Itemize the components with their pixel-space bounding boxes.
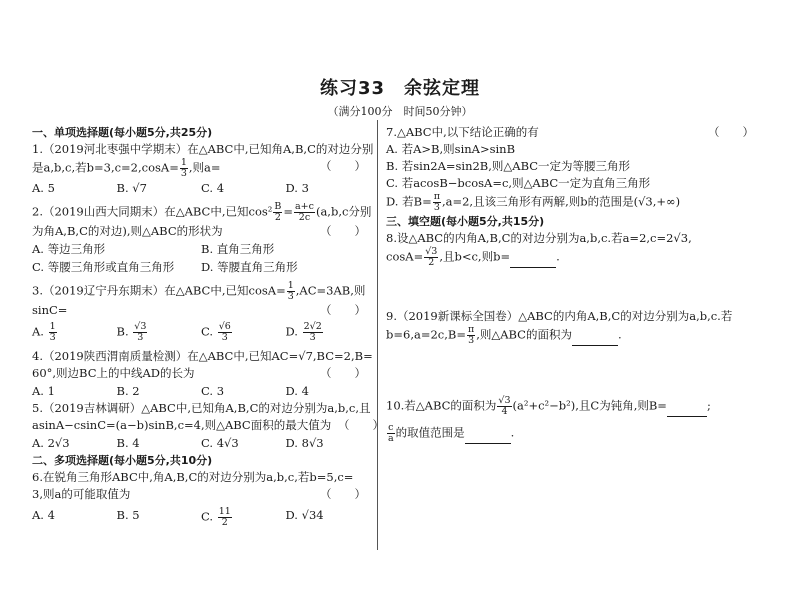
q4-line2 bbox=[32, 365, 370, 382]
q2-equals: = bbox=[283, 204, 294, 219]
q1-fraction bbox=[180, 158, 188, 179]
q5-options bbox=[32, 435, 370, 452]
q2-text-b: (a,b,c分别 bbox=[315, 204, 372, 219]
q8-line2 bbox=[386, 247, 758, 268]
q3-option-d-label: D. bbox=[285, 324, 298, 339]
q7-option-d-text-a: D. 若B= bbox=[386, 194, 432, 209]
q1-option-b: B. √7 bbox=[116, 181, 147, 195]
q2-fraction-1 bbox=[273, 202, 282, 223]
q10-line1-end: ; bbox=[706, 398, 711, 413]
right-column bbox=[386, 124, 758, 444]
q6-option-d: D. √34 bbox=[285, 508, 324, 522]
q5-option-d: D. 8√3 bbox=[285, 436, 324, 450]
q9-text-b: ,则△ABC的面积为 bbox=[476, 327, 572, 342]
q8-text-a: cosA= bbox=[386, 249, 424, 264]
q9-line1: 9.（2019新课标全国卷）△ABC的内角A,B,C的对边分别为a,b,c.若 bbox=[386, 309, 733, 323]
question-7 bbox=[386, 124, 758, 213]
q2-option-a: A. 等边三角形 bbox=[32, 242, 106, 256]
page-title: 练习33 余弦定理 bbox=[319, 78, 481, 99]
q4-text: 60°,则边BC上的中线AD的长为 bbox=[32, 366, 195, 380]
q5-text: asinA−csinC=(a−b)sinB,c=4,则△ABC面积的最大值为 bbox=[32, 418, 332, 432]
q3-option-a-frac bbox=[49, 322, 57, 343]
q7-option-d-num: π bbox=[433, 191, 440, 202]
q3-option-c bbox=[201, 322, 286, 343]
q5-answer-paren: （ ） bbox=[338, 418, 384, 432]
q2-line2 bbox=[32, 223, 370, 240]
question-3 bbox=[32, 281, 370, 343]
q7-option-b: B. 若sin2A=sin2B,则△ABC一定为等腰三角形 bbox=[386, 159, 631, 173]
section-heading-single-choice: 一、单项选择题(每小题5分,共25分) bbox=[32, 126, 213, 139]
q8-frac-num: √3 bbox=[425, 246, 438, 257]
q7-option-d-text-b: ,a=2,且该三角形有两解,则b的范围是(√3,+∞) bbox=[441, 194, 681, 209]
q9-text-a: b=6,a=2c,B= bbox=[386, 327, 466, 342]
q10-end: . bbox=[510, 425, 515, 440]
q3-option-c-label: C. bbox=[201, 324, 214, 339]
q3-option-c-frac bbox=[218, 322, 232, 343]
q3-option-b-den: 3 bbox=[137, 332, 144, 343]
question-8 bbox=[386, 230, 758, 268]
section-heading-fill-in: 三、填空题(每小题5分,共15分) bbox=[386, 215, 545, 228]
question-10 bbox=[386, 396, 758, 444]
q7-option-a: A. 若A>B,则sinA>sinB bbox=[386, 142, 516, 156]
q7-answer-paren: （ ） bbox=[708, 125, 754, 139]
q2-frac1-den: 2 bbox=[274, 212, 281, 223]
q4-option-a: A. 1 bbox=[32, 384, 55, 398]
q3-frac-num: 1 bbox=[287, 280, 294, 291]
q3-text-b: ,AC=3AB,则 bbox=[295, 283, 366, 298]
section-heading-multiple-choice: 二、多项选择题(每小题5分,共10分) bbox=[32, 454, 213, 467]
left-column bbox=[32, 124, 384, 528]
q10-frac1-num: √3 bbox=[498, 395, 511, 406]
q6-option-b: B. 5 bbox=[116, 508, 140, 522]
q3-option-b-label: B. bbox=[116, 324, 129, 339]
q6-options bbox=[32, 507, 370, 528]
q3-option-d-den: 3 bbox=[309, 332, 316, 343]
q8-text-b: ,且b<c,则b= bbox=[439, 249, 511, 264]
q3-option-b bbox=[117, 322, 202, 343]
q10-answer-blank-1[interactable] bbox=[667, 405, 707, 417]
q6-option-a: A. 4 bbox=[32, 508, 55, 522]
question-5 bbox=[32, 400, 384, 452]
q6-line1: 6.在锐角三角形ABC中,角A,B,C的对边分别为a,b,c,若b=5,c= bbox=[32, 470, 354, 484]
q9-frac-den: 3 bbox=[468, 335, 475, 346]
q3-text-c: sinC= bbox=[32, 303, 68, 317]
q10-frac1-den: 4 bbox=[501, 406, 508, 417]
q3-line1 bbox=[32, 281, 370, 302]
q2-answer-paren: （ ） bbox=[320, 224, 366, 238]
q4-option-d: D. 4 bbox=[285, 384, 309, 398]
column-divider bbox=[377, 120, 378, 550]
q9-frac-num: π bbox=[467, 324, 475, 335]
q1-line1: 1.（2019河北枣强中学期末）在△ABC中,已知角A,B,C的对边分别 bbox=[32, 142, 374, 156]
q4-option-b: B. 2 bbox=[116, 384, 140, 398]
q3-option-a-label: A. bbox=[32, 324, 44, 339]
q2-options-row2 bbox=[32, 259, 370, 276]
q1-option-a: A. 5 bbox=[32, 181, 55, 195]
q9-fraction bbox=[467, 325, 475, 346]
q10-frac2-den: a bbox=[388, 433, 394, 444]
q1-text-a: 是a,b,c,若b=3,c=2,cosA= bbox=[32, 160, 179, 175]
q3-option-c-den: 3 bbox=[221, 332, 228, 343]
q6-option-c bbox=[201, 507, 286, 528]
question-1 bbox=[32, 141, 374, 197]
q4-answer-paren: （ ） bbox=[320, 366, 366, 380]
q3-option-a-den: 3 bbox=[49, 332, 56, 343]
q4-line1: 4.（2019陕西渭南质量检测）在△ABC中,已知AC=√7,BC=2,B= bbox=[32, 349, 373, 363]
question-9 bbox=[386, 308, 758, 346]
q3-answer-paren: （ ） bbox=[320, 303, 366, 317]
q10-line2 bbox=[386, 423, 758, 444]
q10-text-c: 的取值范围是 bbox=[395, 425, 465, 440]
q2-text-c: 为角A,B,C的对边),则△ABC的形状为 bbox=[32, 224, 223, 238]
q8-frac-den: 2 bbox=[428, 257, 435, 268]
q1-frac-den: 3 bbox=[180, 168, 187, 179]
q10-frac2-num: c bbox=[388, 422, 394, 433]
q2-frac1-num: B bbox=[274, 201, 282, 212]
q5-option-a: A. 2√3 bbox=[32, 436, 70, 450]
q1-line2 bbox=[32, 158, 370, 179]
q6-option-c-den: 2 bbox=[221, 517, 228, 528]
q10-text-a: 10.若△ABC的面积为 bbox=[386, 398, 497, 413]
q2-frac2-num: a+c bbox=[295, 201, 314, 212]
q3-option-d bbox=[286, 322, 371, 343]
q8-line1: 8.设△ABC的内角A,B,C的对边分别为a,b,c.若a=2,c=2√3, bbox=[386, 231, 692, 245]
q2-option-b: B. 直角三角形 bbox=[201, 242, 275, 256]
q2-line1 bbox=[32, 202, 370, 223]
q3-fraction bbox=[287, 281, 295, 302]
q9-answer-blank[interactable] bbox=[572, 334, 618, 346]
q6-option-c-num: 11 bbox=[218, 506, 231, 517]
q6-answer-paren: （ ） bbox=[320, 487, 366, 501]
q3-option-c-num: √6 bbox=[218, 321, 231, 332]
q6-option-c-frac bbox=[218, 507, 232, 528]
q8-fraction bbox=[424, 247, 438, 268]
q3-text-a: 3.（2019辽宁丹东期末）在△ABC中,已知cosA= bbox=[32, 283, 286, 298]
q5-line2 bbox=[32, 417, 384, 434]
q3-option-b-num: √3 bbox=[134, 321, 147, 332]
q2-option-d: D. 等腰直角三角形 bbox=[201, 260, 298, 274]
q3-options bbox=[32, 322, 370, 343]
q8-end: . bbox=[556, 249, 560, 264]
q9-line2 bbox=[386, 325, 758, 346]
q7-text: 7.△ABC中,以下结论正确的有 bbox=[386, 125, 539, 139]
q3-option-a bbox=[32, 322, 117, 343]
q10-answer-blank-2[interactable] bbox=[465, 432, 511, 444]
q4-options bbox=[32, 383, 370, 400]
q1-options bbox=[32, 180, 370, 197]
q4-option-c: C. 3 bbox=[201, 384, 225, 398]
q10-fraction-2 bbox=[387, 423, 395, 444]
q5-option-b: B. 4 bbox=[116, 436, 140, 450]
q2-options-row1 bbox=[32, 241, 370, 258]
question-6 bbox=[32, 469, 370, 528]
q10-fraction-1 bbox=[497, 396, 511, 417]
q7-option-d-den: 3 bbox=[433, 202, 440, 213]
q7-option-c: C. 若acosB−bcosA=c,则△ABC一定为直角三角形 bbox=[386, 176, 651, 190]
q1-option-c: C. 4 bbox=[201, 181, 225, 195]
q6-line2 bbox=[32, 486, 370, 503]
q2-frac2-den: 2c bbox=[298, 212, 311, 223]
q2-fraction-2 bbox=[294, 202, 315, 223]
q3-option-d-frac bbox=[303, 322, 323, 343]
q7-line1 bbox=[386, 124, 758, 141]
q9-end: . bbox=[618, 327, 622, 342]
question-4 bbox=[32, 348, 373, 400]
q1-text-b: ,则a= bbox=[188, 160, 221, 175]
q8-answer-blank[interactable] bbox=[510, 256, 556, 268]
question-2 bbox=[32, 202, 370, 276]
q3-option-d-num: 2√2 bbox=[303, 321, 322, 332]
q7-option-d bbox=[386, 192, 758, 213]
q10-line1 bbox=[386, 396, 758, 417]
q5-line1: 5.（2019吉林调研）△ABC中,已知角A,B,C的对边分别为a,b,c,且 bbox=[32, 401, 371, 415]
q7-option-d-frac bbox=[433, 192, 441, 213]
q3-line2 bbox=[32, 302, 370, 319]
q1-answer-paren: （ ） bbox=[320, 159, 366, 173]
page-subtitle: （满分100分 时间50分钟） bbox=[327, 105, 473, 118]
q5-option-c: C. 4√3 bbox=[201, 436, 239, 450]
q1-frac-num: 1 bbox=[180, 157, 187, 168]
q6-option-c-label: C. bbox=[201, 509, 214, 524]
q10-text-b: (a²+c²−b²),且C为钝角,则B= bbox=[512, 398, 667, 413]
q3-frac-den: 3 bbox=[287, 291, 294, 302]
q1-option-d: D. 3 bbox=[285, 181, 309, 195]
q3-option-b-frac bbox=[133, 322, 147, 343]
q3-option-a-num: 1 bbox=[49, 321, 56, 332]
q2-text-a: 2.（2019山西大同期末）在△ABC中,已知cos² bbox=[32, 204, 273, 219]
q2-option-c: C. 等腰三角形或直角三角形 bbox=[32, 260, 175, 274]
q6-text: 3,则a的可能取值为 bbox=[32, 487, 131, 501]
